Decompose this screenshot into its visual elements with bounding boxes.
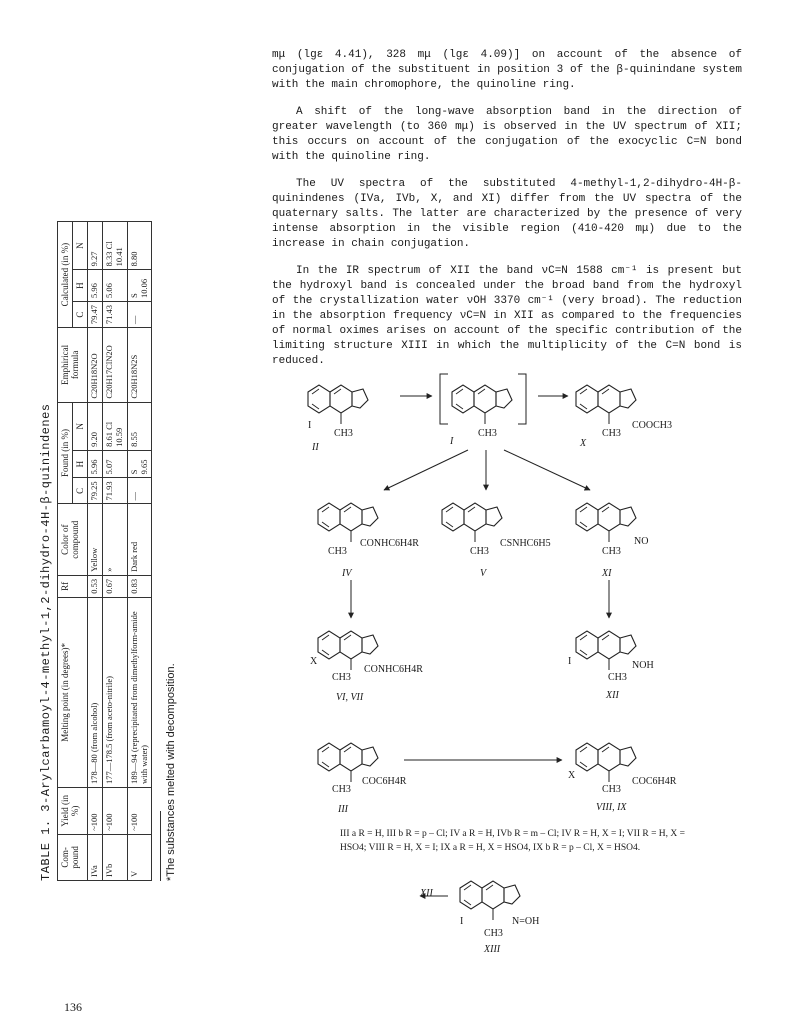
cell-found-n: 8.61 Cl 10.59 [103, 402, 128, 450]
compound-label-XIII: XIII [484, 944, 501, 955]
col-calc-h: H [73, 270, 88, 302]
cell-calc-c: 71.43 [103, 302, 128, 328]
compound-label-II: II [312, 442, 319, 453]
noh-label: NOH [632, 660, 654, 671]
anion-label: X [568, 770, 576, 781]
paragraph: A shift of the long-wave absorption band in the direction of greater wavelength (to 360 mμ) is observed in the UV spectrum of XII; this occurs on account of the conjugation of the exocyclic C=N bond with the quinoline ring. [272, 106, 742, 163]
table-region [40, 150, 230, 885]
methyl-label: CH3 [602, 428, 621, 439]
cell-calc-n: 8.80 [127, 222, 152, 270]
iodide-label: I [308, 420, 312, 431]
cell-color: Dark red [127, 504, 152, 575]
col-formula: Emphirical formula [57, 328, 88, 403]
col-compound: Com-pound [57, 834, 88, 880]
cell-formula: C20H17ClN2O [103, 328, 128, 403]
col-melting-point: Melting point (in degrees)* [57, 597, 88, 787]
coc6h4r-label: COC6H4R [632, 776, 677, 787]
cooch3-label: COOCH3 [632, 420, 673, 431]
cell-formula: C20H18N2O [88, 328, 103, 403]
data-table [57, 221, 153, 881]
methyl-label: CH3 [608, 672, 627, 683]
compound-label-VI-VII: VI, VII [336, 692, 364, 703]
col-found-c: C [73, 478, 88, 504]
cell-calc-c: 79.47 [88, 302, 103, 328]
table-row [103, 222, 128, 881]
methyl-label: CH3 [470, 546, 489, 557]
compound-label-XII-small: XII [420, 888, 433, 899]
cell-color: Yellow [88, 504, 103, 575]
methyl-label: CH3 [484, 928, 503, 939]
cell-found-c: 79.25 [88, 478, 103, 504]
col-calc-c: C [73, 302, 88, 328]
cell-color: » [103, 504, 128, 575]
methyl-label: CH3 [334, 428, 353, 439]
no-label: NO [634, 536, 649, 547]
methyl-label: CH3 [332, 672, 351, 683]
table-header-row [57, 222, 72, 881]
cell-rf: 0.83 [127, 575, 152, 597]
cell-rf: 0.53 [88, 575, 103, 597]
iodide-label: I [460, 916, 464, 927]
conhc6h4r-label: CONHC6H4R [360, 538, 419, 549]
col-yield: Yield (in %) [57, 787, 88, 834]
compound-label-I: I [450, 436, 454, 447]
paragraph: In the IR spectrum of XII the band νC=N 1588 cm⁻¹ is present but the hydroxyl band is concealed under the broad band from the hydroxyl of the crystallization water νOH 3370 cm⁻¹ (very broad). The reduction in the absorption frequency νC=N in XII as compared to the frequencies of normal oximes arises on account of the specific contribution of the limiting structure XIII in which the multiplicity of the C=N bond is reduced. [272, 265, 742, 367]
col-found: Found (in %) [57, 402, 72, 504]
cell-formula: C20H18N2S [127, 328, 152, 403]
scheme-legend: III a R = H, III b R = p – Cl; IV a R = H, IVb R = m – Cl; IV R = H, X = I; VII R = H, X = HSO4; VIII R = H, X = I; IX a R = H, X = HSO4, IX b R = p – Cl, X = HSO4. [340, 829, 686, 853]
cell-yield: ~100 [88, 787, 103, 834]
table-footnote: *The substances melted with decomposition. [165, 663, 178, 881]
paragraph: mμ (lgε 4.41), 328 mμ (lgε 4.09)] on account of the absence of conjugation of the substituent in position 3 of the β-quinindane system with the main chromophore, the quinoline ring. [272, 49, 742, 91]
col-rf: Rf [57, 575, 88, 597]
methyl-label: CH3 [478, 428, 497, 439]
compound-label-X: X [580, 438, 587, 449]
cell-calc-h: 5.96 [88, 270, 103, 302]
iodide-label: I [568, 656, 572, 667]
cell-yield: ~100 [127, 787, 152, 834]
table-row [88, 222, 103, 881]
compound-label-IV: IV [342, 568, 352, 579]
col-color: Color of compound [57, 504, 88, 575]
table-row [127, 222, 152, 881]
methyl-label: CH3 [332, 784, 351, 795]
cell-rf: 0.67 [103, 575, 128, 597]
cell-found-n: 8.55 [127, 402, 152, 450]
methyl-label: CH3 [602, 546, 621, 557]
anion-label: X [310, 656, 318, 667]
table-caption: TABLE 1. 3-Arylcarbamoyl-4-methyl-1,2-dihydro-4H-β-quinindenes [39, 403, 53, 881]
paragraph: The UV spectra of the substituted 4-methyl-1,2-dihydro-4H-β-quinindenes (IVa, IVb, X, and XI) differ from the UV spectra of the quaternary salts. The latter are characterized by the presence of very intense absorption in the visible region (410-420 mμ) due to the increase in chain conjugation. [272, 178, 742, 250]
col-found-n: N [73, 402, 88, 450]
cell-found-c: 71.93 [103, 478, 128, 504]
table-rotated [40, 150, 230, 885]
compound-label-XI: XI [602, 568, 612, 579]
scheme-drawing [272, 372, 752, 962]
n-oh-label: N=OH [512, 916, 540, 927]
compound-label-V: V [480, 568, 487, 579]
compound-label-III: III [338, 804, 348, 815]
cell-calc-n: 8.33 Cl 10.41 [103, 222, 128, 270]
cell-found-c: — [127, 478, 152, 504]
coc6h4r-label: COC6H4R [362, 776, 407, 787]
conhc6h4r-label: CONHC6H4R [364, 664, 423, 675]
csnhc6h5-label: CSNHC6H5 [500, 538, 551, 549]
cell-compound: IVa [88, 834, 103, 880]
cell-calc-c: — [127, 302, 152, 328]
footnote-rule [160, 811, 161, 881]
page-number: 136 [64, 1000, 82, 1014]
cell-compound: IVb [103, 834, 128, 880]
cell-found-n: 9.20 [88, 402, 103, 450]
cell-calc-n: 9.27 [88, 222, 103, 270]
reaction-scheme [272, 372, 752, 962]
cell-compound: V [127, 834, 152, 880]
methyl-label: CH3 [602, 784, 621, 795]
cell-yield: ~100 [103, 787, 128, 834]
col-found-h: H [73, 450, 88, 477]
cell-mp: 177—178.5 (from aceto-nitrile) [103, 597, 128, 787]
compound-label-XII: XII [606, 690, 619, 701]
col-calculated: Calculated (in %) [57, 222, 72, 328]
cell-found-h: 5.07 [103, 450, 128, 477]
cell-calc-h: S 10.06 [127, 270, 152, 302]
cell-mp: 189—94 (reprecipitated from dimethylform-amide with water) [127, 597, 152, 787]
compound-label-VIII-IX: VIII, IX [596, 802, 627, 813]
cell-found-h: S 9.65 [127, 450, 152, 477]
cell-calc-h: 5.06 [103, 270, 128, 302]
cell-found-h: 5.96 [88, 450, 103, 477]
cell-mp: 178—80 (from alcohol) [88, 597, 103, 787]
col-calc-n: N [73, 222, 88, 270]
methyl-label: CH3 [328, 546, 347, 557]
body-text [272, 48, 742, 381]
